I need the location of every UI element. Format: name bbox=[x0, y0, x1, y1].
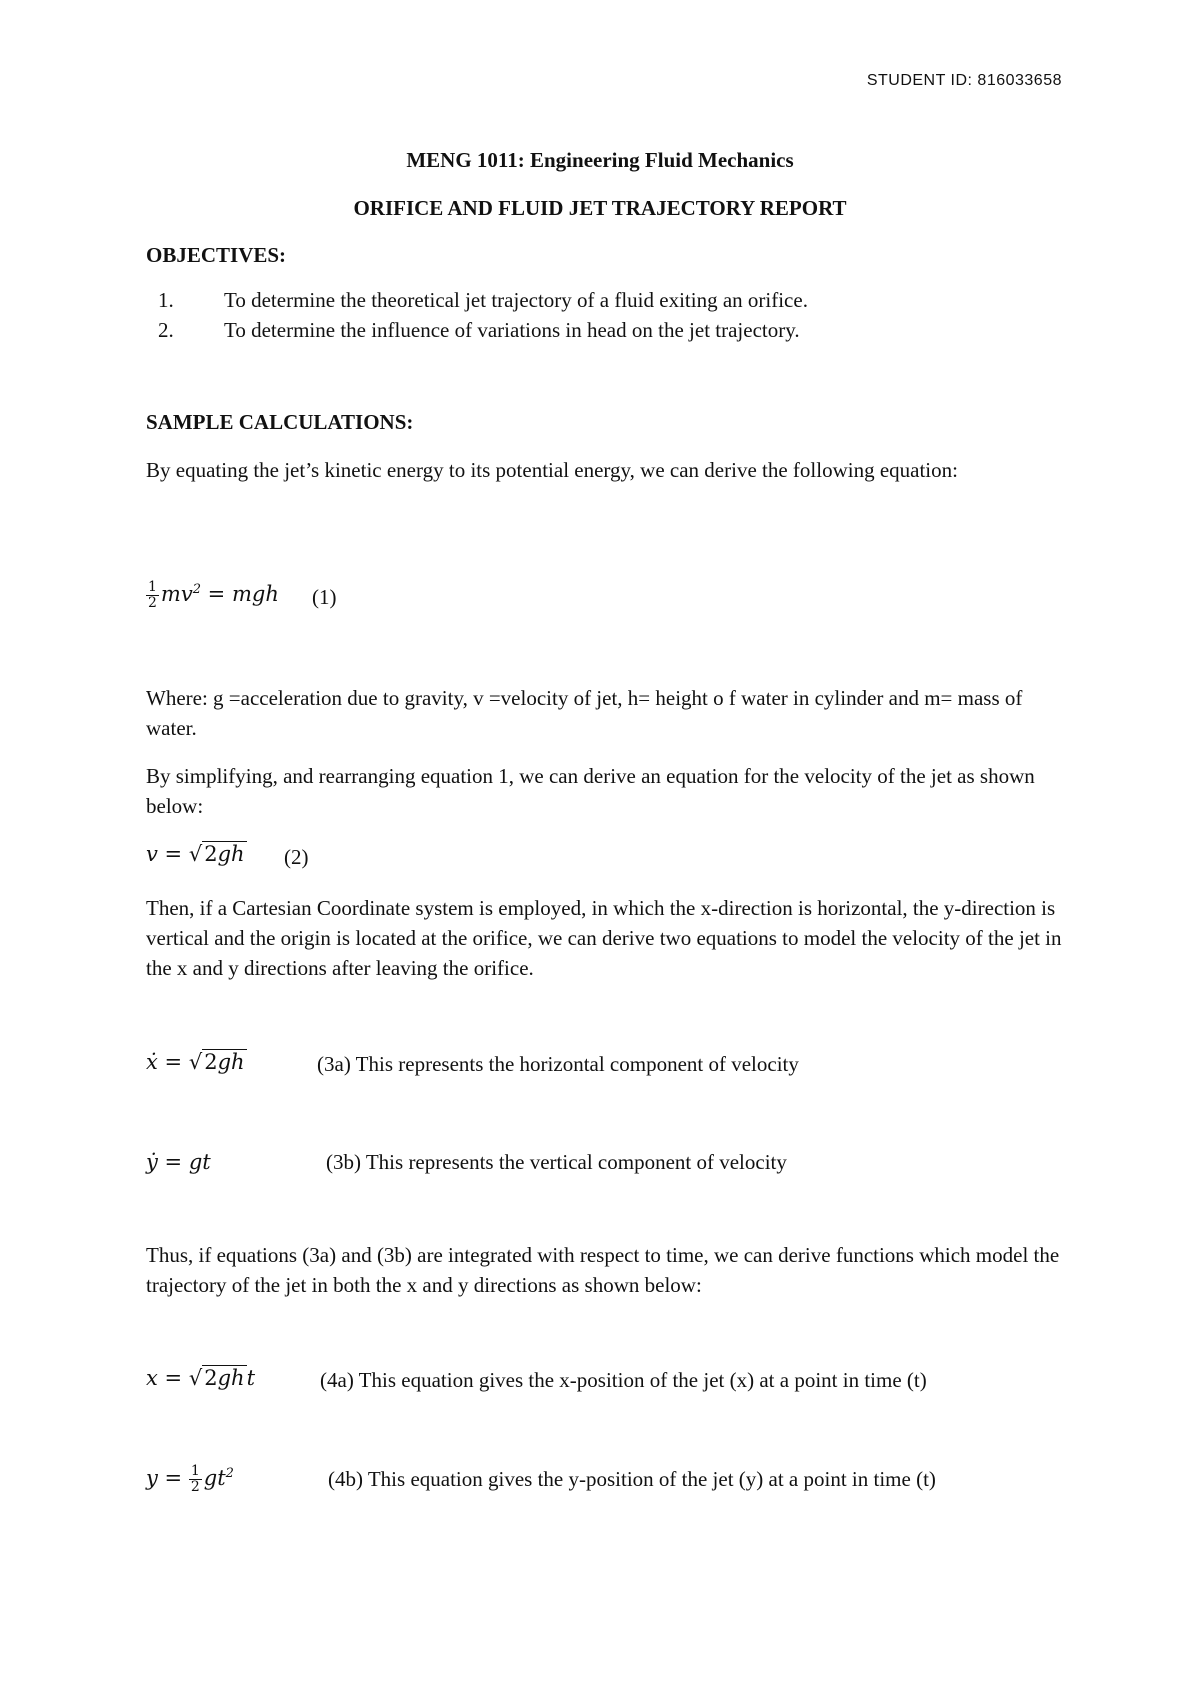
equation-1: $\frac{1}{2}$ $mv^2$ = mgh bbox=[148, 579, 279, 611]
equation-3a: ẋ = √2gh bbox=[146, 1050, 245, 1074]
fraction-one-half: $\frac{1}{2}$ bbox=[190, 1463, 200, 1495]
course-title: MENG 1011: Engineering Fluid Mechanics bbox=[406, 148, 794, 172]
equation-4a-description: (4a) This equation gives the x-position of the jet (x) at a point in time (t) bbox=[320, 1368, 927, 1392]
list-item-text: To determine the theoretical jet trajectory of a fluid exiting an orifice. bbox=[224, 288, 808, 312]
equation-4b: y = $\frac{1}{2}$ $gt^2$ bbox=[146, 1463, 234, 1495]
report-title: ORIFICE AND FLUID JET TRAJECTORY REPORT bbox=[353, 196, 847, 220]
list-item bbox=[146, 315, 1046, 345]
where-paragraph: Where: g =acceleration due to gravity, v =velocity of jet, h= height o f water in cylinder and m= mass of water. bbox=[146, 686, 1023, 740]
cartesian-paragraph: Then, if a Cartesian Coordinate system is employed, in which the x-direction is horizontal, the y-direction is vertical and the origin is located at the orifice, we can derive two equations to model the velocity of the jet in the x and y directions after leaving the orifice. bbox=[146, 896, 1062, 980]
integrate-paragraph: Thus, if equations (3a) and (3b) are integrated with respect to time, we can derive functions which model the trajectory of the jet in both the x and y directions as shown below: bbox=[146, 1243, 1060, 1297]
student-id: STUDENT ID: 816033658 bbox=[866, 72, 1062, 89]
equation-1-tag: (1) bbox=[312, 585, 337, 609]
equation-3a-description: (3a) This represents the horizontal component of velocity bbox=[317, 1052, 799, 1076]
equation-3b-description: (3b) This represents the vertical component of velocity bbox=[326, 1150, 787, 1174]
list-item-number: 2. bbox=[158, 318, 174, 342]
equation-4b-description: (4b) This equation gives the y-position of the jet (y) at a point in time (t) bbox=[328, 1467, 936, 1491]
objectives-heading: OBJECTIVES: bbox=[146, 243, 287, 267]
simplify-paragraph: By simplifying, and rearranging equation 1, we can derive an equation for the velocity of the jet as shown below: bbox=[146, 764, 1035, 818]
intro-paragraph: By equating the jet’s kinetic energy to its potential energy, we can derive the following equation: bbox=[146, 458, 958, 482]
fraction-one-half: $\frac{1}{2}$ bbox=[148, 579, 157, 611]
list-item-number: 1. bbox=[158, 288, 174, 312]
equation-3b: ẏ = gt bbox=[146, 1150, 211, 1174]
equation-2: v = √2gh bbox=[146, 842, 245, 866]
objectives-list bbox=[146, 285, 1046, 345]
list-item bbox=[146, 285, 1046, 315]
list-item-text: To determine the influence of variations in head on the jet trajectory. bbox=[224, 318, 800, 342]
sample-calculations-heading: SAMPLE CALCULATIONS: bbox=[146, 410, 414, 434]
equation-2-tag: (2) bbox=[284, 845, 309, 869]
equation-4a: x = √2ght bbox=[146, 1366, 256, 1390]
